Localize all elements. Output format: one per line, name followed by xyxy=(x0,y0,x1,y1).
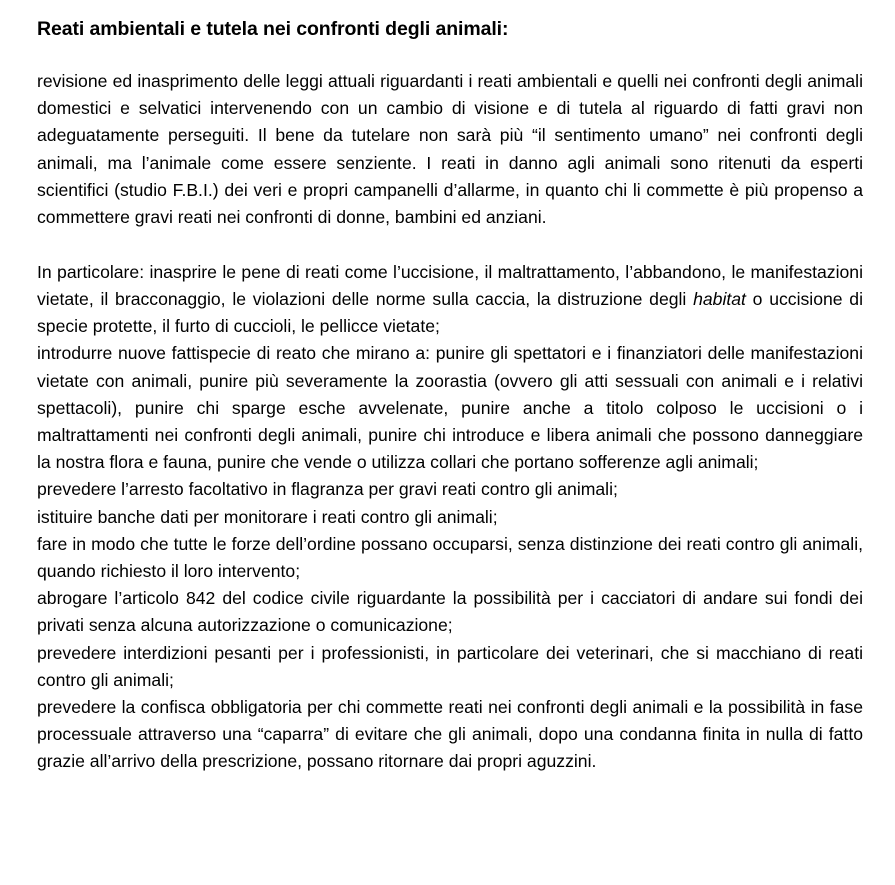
measure-item-databases: istituire banche dati per monitorare i reati contro gli animali; xyxy=(37,506,498,527)
intro-paragraph: revisione ed inasprimento delle leggi attuali riguardanti i reati ambientali e quelli nei confronti degli animali domestici e selvatici intervenendo con un cambio di visione e di tutela al riguardo di fatti gravi non adeguatamente perseguiti. Il bene da tutelare non sarà più “il sentimento umano” nei confronti degli animali, ma l’animale come essere senziente. I reati in danno agli animali sono ritenuti da esperti scientifici (studio F.B.I.) dei veri e propri campanelli d’allarme, in quanto chi li commette è più propenso a commettere gravi reati nei confronti di donne, bambini ed anziani. xyxy=(37,71,863,228)
italic-habitat: habitat xyxy=(693,288,746,309)
measure-item-new-offences: introdurre nuove fattispecie di reato che mirano a: punire gli spettatori e i finanziatori delle manifestazioni vietate con animali, punire più severamente la zoorastia (ovvero gli atti sessuali con animali e i relativi spettacoli), punire chi sparge esche avvelenate, punire anche a titolo colposo le uccisioni o i maltrattamenti nei confronti degli animali, punire chi introduce e libera animali che possono danneggiare la nostra flora e fauna, punire che vende o utilizza collari che portano sofferenze agli animali; xyxy=(37,343,863,473)
measure-item-police-forces: fare in modo che tutte le forze dell’ordine possano occuparsi, senza distinzione dei reati contro gli animali, quando richiesto il loro intervento; xyxy=(37,533,863,581)
document-page xyxy=(37,14,863,776)
measure-item-arrest: prevedere l’arresto facoltativo in flagranza per gravi reati contro gli animali; xyxy=(37,479,618,500)
measure-item-article-842: abrogare l’articolo 842 del codice civile riguardante la possibilità per i cacciatori di andare sui fondi dei privati senza alcuna autorizzazione o comunicazione; xyxy=(37,588,863,636)
particular-text-end: o uccisione di specie protette, il furto di cuccioli, le pellicce vietate; xyxy=(37,288,864,337)
paragraph-spacer xyxy=(37,231,863,259)
particular-text-start: In particolare: inasprire le pene di reati come l’uccisione, il maltrattamento, l’abbandono, le manifestazioni vietate, il bracconaggio, le violazioni delle norme sulla caccia, la distruzione degli xyxy=(37,261,863,309)
section-heading: Reati ambientali e tutela nei confronti degli animali: xyxy=(37,18,509,40)
measure-item-interdictions: prevedere interdizioni pesanti per i professionisti, in particolare dei veterinari, che si macchiano di reati contro gli animali; xyxy=(37,642,863,690)
measure-item-confiscation: prevedere la confisca obbligatoria per chi commette reati nei confronti degli animali e la possibilità in fase processuale attraverso una “caparra” di evitare che gli animali, dopo una condanna finita in nulla di fatto grazie all’arrivo della prescrizione, possano ritornare dai propri aguzzini. xyxy=(37,696,863,772)
particular-paragraph xyxy=(37,259,863,341)
